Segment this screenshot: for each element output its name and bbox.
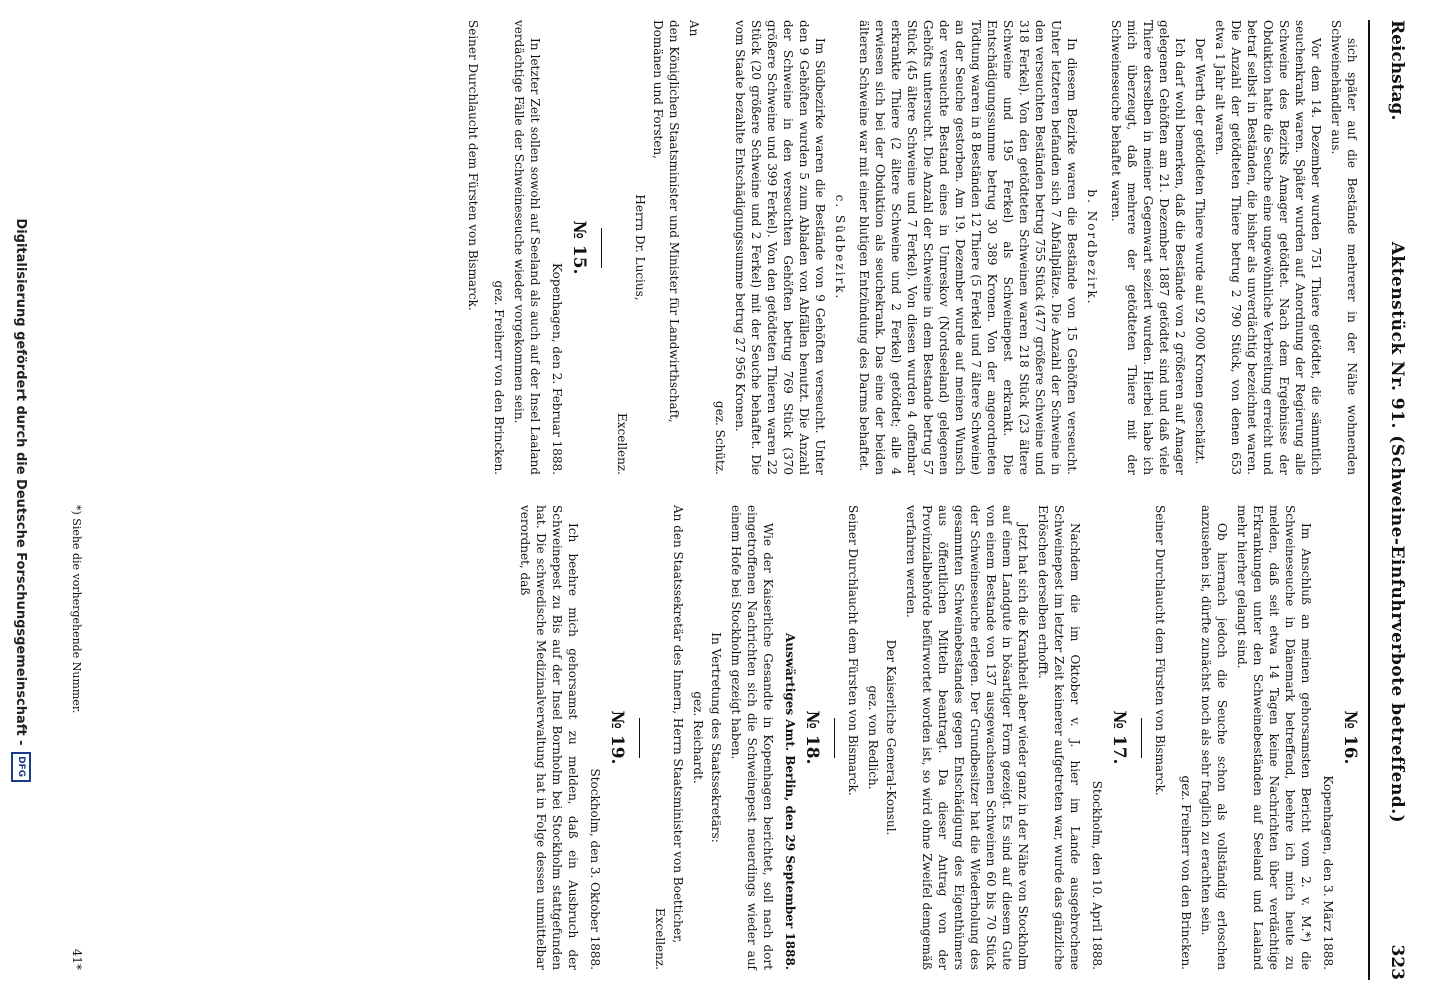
- section-heading: c. Südbezirk.: [833, 194, 847, 301]
- address-line: An den Staatssekretär des Innern, Herrn Staatsminister von Boetticher,: [671, 505, 685, 944]
- dateline: Kopenhagen, den 3. März 1888.: [1321, 775, 1335, 970]
- paragraph: Vor dem 14. Dezember wurden 751 Thiere getödtet, die sämmtlich seuchenkrank waren. Später wurden auf Anordnung der Regierung alle Schweine des Bezirks Amager getödtet. Nach dem Ergebnisse der Obduktion hatte die Seuche eine ungewöhnliche Verbreitung erreicht und betraf selbst in Beständen, die bisher als unverdächtig bezeichnet waren. Die Anzahl der getödteten Thiere betrug 2 790 Stück, von denen 653 etwa 1 Jahr alt waren.: [1213, 20, 1323, 475]
- signature: gez. Freiherr von den Brincken.: [1179, 775, 1193, 970]
- document-number: № 16.: [1340, 710, 1360, 765]
- address-line: Seiner Durchlaucht dem Fürsten von Bismarck.: [846, 505, 860, 796]
- paragraph: Ich beehre mich gehorsamst zu melden, daß ein Ausbruch der Schweinepest zu Bis auf der Insel Bornholm bei Stockholm stattgefunden hat. Die schwedische Medizinalverwaltung hat in Folge dessen unmittelbar verordnet, daß: [518, 505, 580, 970]
- address-line: Seiner Durchlaucht dem Fürsten von Bismarck.: [466, 20, 480, 311]
- paragraph: sich später auf die Bestände mehrerer in der Nähe wohnenden Schweinehändler aus.: [1329, 20, 1359, 475]
- dfg-logo-icon: DFG: [11, 752, 31, 782]
- divider: [601, 228, 602, 268]
- digitization-footer: [6, 0, 36, 1000]
- paragraph: Der Werth der getödteten Thiere wurde auf 92 000 Kronen geschätzt.: [1193, 38, 1207, 465]
- header-title: Aktenstück Nr. 91. (Schweine-Einfuhrverbote betreffend.): [1387, 241, 1407, 824]
- paragraph: Wie der Kaiserliche Gesandte in Kopenhagen berichtet, soll nach dort eingetroffenen Nachrichten sich die Schweinepest neuerdings wieder auf einem Hofe bei Stockholm gezeigt haben.: [729, 505, 775, 970]
- header-rule: [1368, 20, 1370, 980]
- address-line: An: [687, 20, 701, 37]
- left-column: [110, 20, 1360, 475]
- paragraph: In letzter Zeit sollen sowohl auf Seeland als auch auf der Insel Laaland verdächtige Fälle der Schweineseuche wieder vorgekommen sein.: [512, 20, 542, 475]
- section-heading: b. Nordbezirk.: [1085, 189, 1099, 306]
- dateline: Stockholm, den 3. Oktober 1888.: [588, 768, 602, 970]
- address-line: Excellenz.: [653, 908, 667, 970]
- header-left: Reichstag.: [1387, 20, 1407, 121]
- signature-mark: 41*: [70, 948, 84, 970]
- dateline: Auswärtiges Amt. Berlin, den 29 September 1888.: [783, 633, 797, 970]
- page-header: [1372, 20, 1422, 980]
- signature: gez. Schütz.: [713, 400, 727, 475]
- document-number: № 19.: [607, 710, 627, 765]
- paragraph: In diesem Bezirke waren die Bestände von 15 Gehöften verseucht. Unter letzteren befanden sich 7 Abfallplätze. Die Anzahl der Schweine in den verseuchten Beständen betrug 755 Stück (477 größere Schweine und 318 Ferkel). Von den getödteten Schweinen waren 218 Stück (23 ältere Schweine und 195 Ferkel) als Schweinepest erkrankt. Die Entschädigungssumme betrug 30 389 Kronen. Von der angeordneten Tödtung waren in 8 Beständen 12 Thiere (5 Ferkel und 7 ältere Schweine) an der Seuche gestorben. Am 19. Dezember wurde auf meinen Wunsch der verseuchte Bestand eines in Umreskov (Nordseeland) gelegenen Gehöfts untersucht. Die Anzahl der Schweine in dem Bestande betrug 57 Stück (45 ältere Schweine und 7 Ferkel). Von diesen wurden 4 offenbar erkrankte Thiere (2 ältere Schweine und 2 Ferkel) getödtet; alle 4 erwiesen sich bei der Obduktion als seuchekrank. Das eine der beiden älteren Schweine war mit einer blutigen Entzündung des Darms behaftet.: [857, 20, 1079, 475]
- document-number: № 15.: [569, 220, 589, 275]
- signature: Der Kaiserliche General-Konsul.: [884, 639, 898, 836]
- address-line: Seiner Durchlaucht dem Fürsten von Bismarck.: [1153, 505, 1167, 796]
- page-number: 323: [1387, 944, 1407, 980]
- divider: [834, 718, 835, 758]
- dateline: Stockholm, den 10. April 1888.: [1090, 780, 1104, 970]
- footer-text: Digitalisierung gefördert durch die Deutsche Forschungsgemeinschaft -: [13, 218, 29, 746]
- signature: In Vertretung des Staatssekretärs:: [709, 632, 723, 843]
- signature: gez. von Redlich.: [866, 685, 880, 790]
- signature: gez. Reichardt.: [691, 691, 705, 784]
- divider: [639, 718, 640, 758]
- address-line: Herrn Dr. Lucius,: [633, 194, 647, 301]
- paragraph: Ich darf wohl bemerken, daß die Bestände von 2 größeren auf Amager gelegenen Gehöften am 21. Dezember 1887 getödtet sind und daß viele Thiere derselben in meiner Gegenwart seziert wurden. Hierbei habe ich mich überzeugt, daß mehrere der getödteten Thiere mit der Schweineseuche behaftet waren.: [1109, 20, 1187, 475]
- document-number: № 17.: [1109, 710, 1129, 765]
- paragraph: Ob hiernach jedoch die Seuche schon als vollständig erloschen anzusehen ist, dürfte zunächst noch als sehr fraglich zu erachten sein.: [1199, 505, 1229, 970]
- document-number: № 18.: [802, 710, 822, 765]
- right-column: [110, 505, 1360, 970]
- address-line: den Königlichen Staatsminister und Minister für Landwirthschaft, Domänen und Forsten,: [651, 20, 681, 423]
- paragraph: Im Südbezirke waren die Bestände von 9 Gehöften verseucht. Unter den 9 Gehöften wurden 5 zum Abladen von Abfällen benutzt. Die Anzahl der Schweine in den verseuchten Gehöften betrug 769 Stück (370 größere Schweine und 399 Ferkel). Von den getödteten Thieren waren 22 Stück (20 größere Schweine und 2 Ferkel) mit der Seuche behaftet. Die vom Staate bezahlte Entschädigungssumme betrug 27 956 Kronen.: [733, 20, 827, 475]
- signature: gez. Freiherr von den Brincken.: [492, 280, 506, 475]
- paragraph: Im Anschluß an meinen gehorsamsten Bericht vom 2. v. M.*) die Schweineseuche in Dänemark betreffend, beehre ich mich heute zu melden, daß seit etwa 14 Tagen keine Nachrichten über verdächtige Erkrankungen unter den Schweinebeständen auf Seeland und Laaland mehr hierher gelangt sind.: [1235, 505, 1313, 970]
- footnote: *) Siehe die vorhergehende Nummer.: [70, 505, 83, 714]
- address-line: Excellenz.: [615, 413, 629, 475]
- paragraph: Nachdem die im Oktober v. J. hier im Lande ausgebrochene Schweinepest im letzter Zeit keinerer aufgetreten war, wurde das gänzliche Erlöschen derselben erhofft.: [1036, 505, 1082, 970]
- paragraph: Jetzt hat sich die Krankheit aber wieder ganz in der Nähe von Stockholm auf einem Landgute in bösartiger Form gezeigt. Es sind auf diesem Gute von einem Bestande von 137 ausgewachsenen Schweinen 60 bis 70 Stück der Schweineseuche erlegen. Der Grundbesitzer hat die Wiederholung des gesammten Schweinebestandes gegen Entschädigung des Eigenthümers aus öffentlichen Mitteln beantragt. Da dieser Antrag von der Provinzialbehörde befürwortet worden ist, so wird ohne Zweifel demgemäß verfahren werden.: [904, 505, 1030, 970]
- dateline: Kopenhagen, den 2. Februar 1888.: [550, 263, 564, 475]
- divider: [1141, 718, 1142, 758]
